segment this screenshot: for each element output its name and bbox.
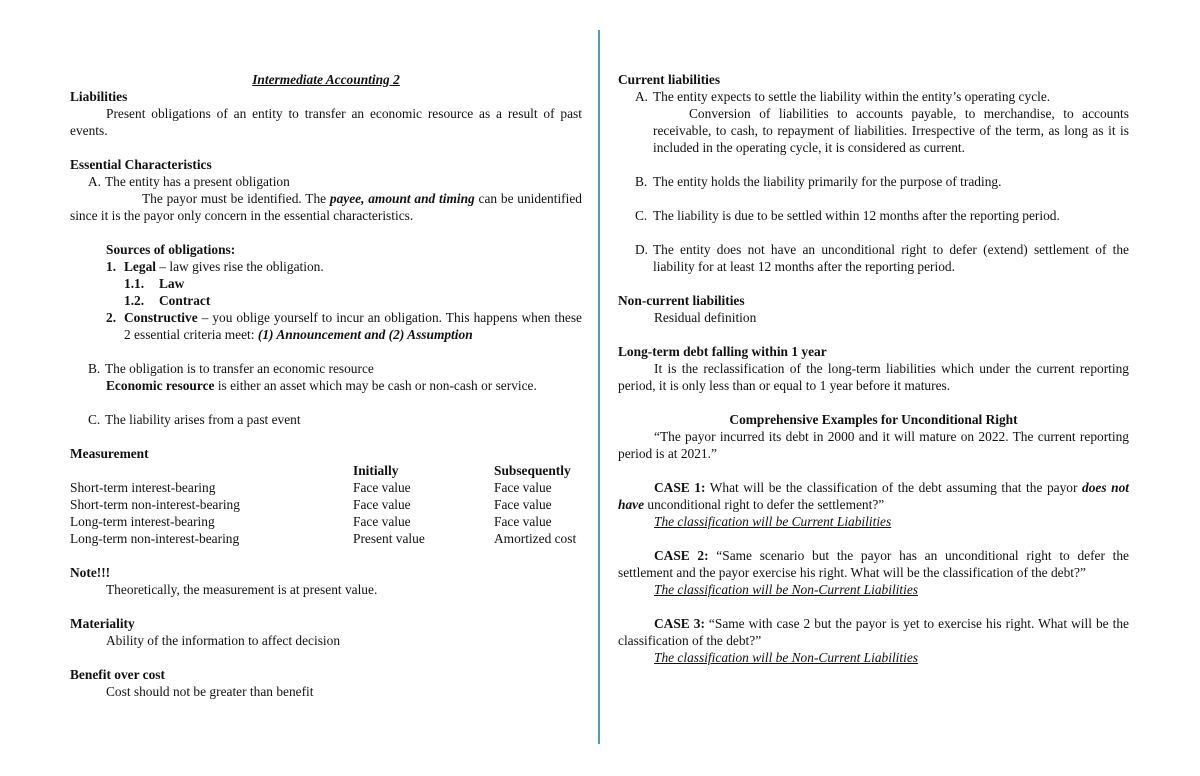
econ-label: Economic resource (106, 378, 215, 393)
case3-text: “Same with case 2 but the payor is yet to exercise his right. What will be the classification of the debt?” (618, 616, 1129, 648)
current-a-label: A. (635, 89, 649, 104)
case3-label: CASE 3: (654, 616, 705, 631)
case3-question (618, 615, 1129, 649)
measurement-col-header: Initially (353, 463, 399, 478)
measurement-table (70, 462, 582, 547)
materiality-heading: Materiality (70, 616, 135, 631)
measurement-cell: Present value (353, 531, 425, 546)
current-c (618, 207, 1129, 224)
measurement-cell: Face value (353, 480, 411, 495)
ltd-text: It is the reclassification of the long-term liabilities which under the current reporting period, it is only less than or equal to 1 year before it matures. (618, 361, 1129, 393)
measurement-col-header (70, 462, 353, 479)
measurement-cell: Face value (494, 497, 552, 512)
benefit-text: Cost should not be greater than benefit (106, 684, 314, 699)
measurement-cell: Face value (494, 480, 552, 495)
payor-paragraph (70, 190, 582, 224)
current-b-label: B. (635, 174, 648, 189)
contract-label: Contract (159, 293, 211, 308)
case2-label: CASE 2: (654, 548, 709, 563)
current-b-text: The entity holds the liability primarily for the purpose of trading. (653, 174, 1002, 189)
note-text: Theoretically, the measurement is at present value. (106, 582, 378, 597)
char-a-text: The entity has a present obligation (105, 174, 290, 189)
char-a-label: A. (88, 174, 102, 189)
ltd-heading: Long-term debt falling within 1 year (618, 344, 827, 359)
measurement-cell: Face value (494, 514, 552, 529)
char-b-text: The obligation is to transfer an economic resource (105, 361, 374, 376)
case2-question (618, 547, 1129, 581)
char-b-label: B. (88, 361, 101, 376)
constructive-emph: (1) Announcement and (2) Assumption (257, 327, 473, 342)
case1-label: CASE 1: (654, 480, 706, 495)
source-contract (70, 292, 582, 309)
current-a (618, 88, 1129, 105)
essential-heading: Essential Characteristics (70, 157, 212, 172)
measurement-cell: Short-term interest-bearing (70, 480, 216, 495)
contract-num: 1.2. (124, 293, 145, 308)
economic-resource (70, 377, 582, 394)
char-b (70, 360, 582, 377)
note-heading: Note!!! (70, 565, 111, 580)
legal-label: Legal (124, 259, 156, 274)
measurement-heading: Measurement (70, 446, 149, 461)
case2-text: “Same scenario but the payor has an unconditional right to defer the settlement and the payor exercise his right. What will be the classification of the debt?” (618, 548, 1130, 580)
right-column (618, 71, 1129, 666)
case1-answer: The classification will be Current Liabilities (654, 514, 892, 529)
char-c-text: The liability arises from a past event (105, 412, 301, 427)
constructive-num: 2. (106, 310, 117, 325)
char-c (70, 411, 582, 428)
payor-emph: payee, amount and timing (329, 191, 475, 206)
char-a (70, 173, 582, 190)
measurement-cell: Face value (353, 497, 411, 512)
measurement-col-header: Subsequently (494, 463, 571, 478)
source-constructive (70, 309, 582, 343)
econ-text: is either an asset which may be cash or non-cash or service. (214, 378, 537, 393)
noncurrent-text: Residual definition (654, 310, 757, 325)
case1-emph: does not have (618, 480, 1129, 512)
measurement-cell: Short-term non-interest-bearing (70, 497, 240, 512)
current-c-label: C. (635, 208, 648, 223)
current-b (618, 173, 1129, 190)
law-num: 1.1. (124, 276, 145, 291)
materiality-text: Ability of the information to affect decision (106, 633, 341, 648)
column-divider (598, 30, 600, 744)
noncurrent-heading: Non-current liabilities (618, 293, 745, 308)
benefit-heading: Benefit over cost (70, 667, 165, 682)
source-legal (70, 258, 582, 275)
legal-text: – law gives rise the obligation. (156, 259, 324, 274)
current-d-label: D. (635, 242, 649, 257)
legal-num: 1. (106, 259, 117, 274)
current-a-detail: Conversion of liabilities to accounts payable, to merchandise, to accounts receivable, to cash, to repayment of liabilities. Irrespective of the term, as long as it is included in the operating cycle, it is considered as current. (653, 106, 1129, 155)
title-text: Intermediate Accounting 2 (252, 72, 400, 87)
case1-question (618, 479, 1129, 513)
current-c-text: The liability is due to be settled within 12 months after the reporting period. (653, 208, 1060, 223)
case1-post: unconditional right to defer the settlement?” (644, 497, 885, 512)
current-a-text: The entity expects to settle the liability within the entity’s operating cycle. (653, 89, 1051, 104)
current-d-text: The entity does not have an unconditional right to defer (extend) settlement of the liability for at least 12 months after the reporting period. (653, 242, 1129, 274)
left-column (70, 71, 582, 700)
case3-answer: The classification will be Non-Current Liabilities (654, 650, 918, 665)
constructive-label: Constructive (124, 310, 198, 325)
examples-heading: Comprehensive Examples for Unconditional Right (729, 412, 1018, 427)
char-c-label: C. (88, 412, 101, 427)
measurement-cell: Long-term interest-bearing (70, 514, 215, 529)
examples-quote: “The payor incurred its debt in 2000 and it will mature on 2022. The current reporting period is at 2021.” (618, 429, 1129, 461)
payor-post: can be unidentified since it is the payor only concern in the essential characteristics. (70, 191, 582, 223)
current-d (618, 241, 1129, 275)
measurement-cell: Amortized cost (494, 531, 577, 546)
sources-heading: Sources of obligations: (106, 242, 236, 257)
measurement-cell: Long-term non-interest-bearing (70, 531, 240, 546)
page-title (70, 71, 582, 88)
measurement-cell: Face value (353, 514, 411, 529)
payor-pre: The payor must be identified. The (142, 191, 330, 206)
law-label: Law (159, 276, 185, 291)
case1-pre: What will be the classification of the debt assuming that the payor (705, 480, 1083, 495)
source-law (70, 275, 582, 292)
liabilities-heading: Liabilities (70, 89, 128, 104)
case2-answer: The classification will be Non-Current Liabilities (654, 582, 918, 597)
liabilities-definition: Present obligations of an entity to transfer an economic resource as a result of past events. (70, 106, 582, 138)
constructive-text: – you oblige yourself to incur an obligation. This happens when these 2 essential criteria meet: (124, 310, 582, 342)
current-heading: Current liabilities (618, 72, 721, 87)
